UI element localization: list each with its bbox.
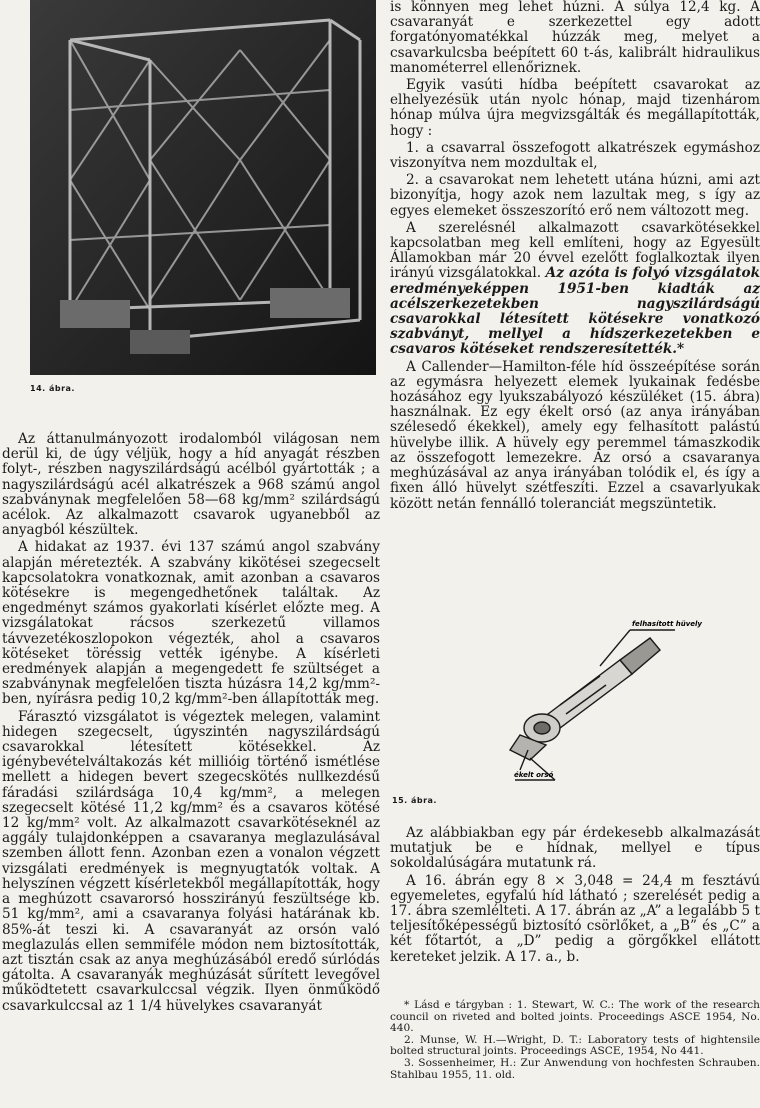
figure-15-caption: 15. ábra.: [392, 796, 437, 805]
paragraph: [390, 221, 760, 358]
list-item: 1. a csavarral összefogott alkatrészek egymáshoz viszonyítva nem mozdultak el,: [390, 139, 760, 172]
paragraph: Fárasztó vizsgálatot is végeztek melegen, valamint hidegen szegecselt, úgyszintén nagyszilárdságú csavarokkal létesített kötésekkel. Az igénybevételváltakozás két millióig történő ismétlése mellett a hidegen bevert szegecskötés nullkezdésű fáradási szilárdsága 10,4 kg/mm², a melegen szegecselt kötésé 11,2 kg/mm² és a csavaros kötésé 12 kg/mm² volt. Az alkalmazott csavarkötéseknél az aggály tulajdonképpen a csavaranya meglazulásával szemben állott fenn. Azonban ezen a vonalon végzett vizsgálati eredmények is megnyugtatók voltak. A helyszínen végzett kísérletekből megállapították, hogy a meghúzott csavarorsó hosszirányú feszültsége kb. 51 kg/mm², ami a csavaranya folyási határának kb. 85%-át teszi ki. A csavaranyát az orsón való meglazulás ellen semmiféle módon nem biztosították, azt tisztán csak az anya meghúzásából eredő súrlódás gátolta. A csavaranyák meghúzását sűrített levegővel működtetett csavarkulccsal végzik. Ilyen önműködő csavarkulccsal az 1 1/4 hüvelykes csavaranyát: [2, 708, 380, 1014]
footnote: 3. Sossenheimer, H.: Zur Anwendung von hochfesten Schrauben. Stahlbau 1955, 11. old.: [390, 1056, 760, 1081]
right-bottom-text: [390, 826, 760, 965]
paragraph: Az alábbiakban egy pár érdekesebb alkalmazását mutatjuk be e hídnak, mellyel e típus sokoldalúságára mutatunk rá.: [390, 825, 760, 872]
footnotes: [390, 1000, 760, 1081]
right-column: [390, 0, 760, 1108]
figure-15-label-spindle: ékelt orsó: [514, 771, 554, 779]
footnote: * Lásd e tárgyban : 1. Stewart, W. C.: The work of the research council on riveted and bolted joints. Proceedings ASCE 1954, No. 440.: [390, 999, 760, 1035]
paragraph: Egyik vasúti hídba beépített csavarokat az elhelyezésük után nyolc hónap, majd tizenhárom hónap múlva újra megvizsgálták és megállapították, hogy :: [390, 77, 760, 139]
figure-14-caption: 14. ábra.: [30, 384, 75, 393]
paragraph-text: A szerelésnél alkalmazott csavarkötésekkel kapcsolatban meg kell említeni, hogy az Egyesült Államokban már 20 évvel ezelőtt foglalkoztak ilyen irányú vizsgálatokkal.: [390, 219, 760, 282]
figure-15-label-sleeve: felhasított hüvely: [632, 620, 702, 628]
paragraph: A 16. ábrán egy 8 × 3,048 = 24,4 m fesztávú egyemeletes, egyfalú híd látható ; szerelését pedig a 17. ábra szemlélteti. A 17. ábrán az „A” a legalább 5 t teljesítőképességű biztosító csörlőket, a „B” és „C” a két főtartót, a „D” pedig a görgőkkel ellátott kereteket jelzik. A 17. a., b.: [390, 872, 760, 965]
list-item: 2. a csavarokat nem lehetett utána húzni, ami azt bizonyítja, hogy azok nem lazultak meg, s így az egyes elemeket összeszorító erő nem változott meg.: [390, 172, 760, 219]
right-body-text: [390, 0, 760, 512]
footnote: 2. Munse, W. H.—Wright, D. T.: Laboratory tests of hightensile bolted structural joints. Proceedings ASCE, 1954, No 441.: [390, 1033, 760, 1058]
figure-15-drawing: [500, 610, 702, 785]
left-body-text: [2, 432, 380, 1014]
paragraph: A Callender—Hamilton-féle híd összeépítése során az egymásra helyezett elemek lyukainak fedésbe hozásához egy lyukszabályozó készüléket (15. ábra) használnak. Ez egy ékelt orsó (az anya irányában szélesedő ékekkel), amely egy felhasított palástú hüvelybe illik. A hüvely egy peremmel támaszkodik az összefogott lemezekre. Az orsó a csavaranya meghúzásával az anya irányában tolódik el, és így a fixen álló hüvelyt szétfeszíti. Ezzel a csavarlyukak között netán fennálló toleranciát megszüntetik.: [390, 358, 760, 512]
emphasized-text: Az azóta is folyó vizsgálatok eredményeképpen 1951-ben kiadták az acélszerkezetekben nagyszilárdságú csavarokkal létesített kötésekre vonatkozó szabványt, mellyel a hídszerkezetekben e csavaros kötéseket rendszeresítették.*: [390, 265, 760, 358]
paragraph: is könnyen meg lehet húzni. A súlya 12,4 kg. A csavaranyát e szerkezettel egy adott forgatónyomatékkal húzzák meg, melyet a csavarkulcsba beépített 60 t-ás, kalibrált hidraulikus manométerrel ellenőriznek.: [390, 0, 760, 76]
paragraph: Az áttanulmányozott irodalomból világosan nem derül ki, de úgy véljük, hogy a híd anyagát részben folyt-, részben nagyszilárdságú acélból gyártották ; a nagyszilárdságú acél alkatrészek a 968 számú angol szabványnak megfelelően 58—68 kg/mm² szilárdságú acélok. Az alkalmazott csavarok ugyanebből az anyagból készültek.: [2, 431, 380, 539]
paragraph: A hidakat az 1937. évi 137 számú angol szabvány alapján méretezték. A szabvány kikötései szegecselt kapcsolatokra vonatkoznak, amit azonban a csavaros kötésekre is megengedhetőnek találtak. Az engedményt számos gyakorlati kísérlet előzte meg. A vizsgálatokat rácsos szerkezetű villamos távvezetékoszlopokon végezték, ahol a csavaros kötéseket töréssig vették igénybe. A kísérleti eredmények alapján a megengedett fe szültséget a szabványnak megfelelően tiszta húzásra 14,2 kg/mm²-ben, nyírásra pedig 10,2 kg/mm²-ben állapították meg.: [2, 539, 380, 708]
figure-14-photo: [30, 0, 376, 375]
